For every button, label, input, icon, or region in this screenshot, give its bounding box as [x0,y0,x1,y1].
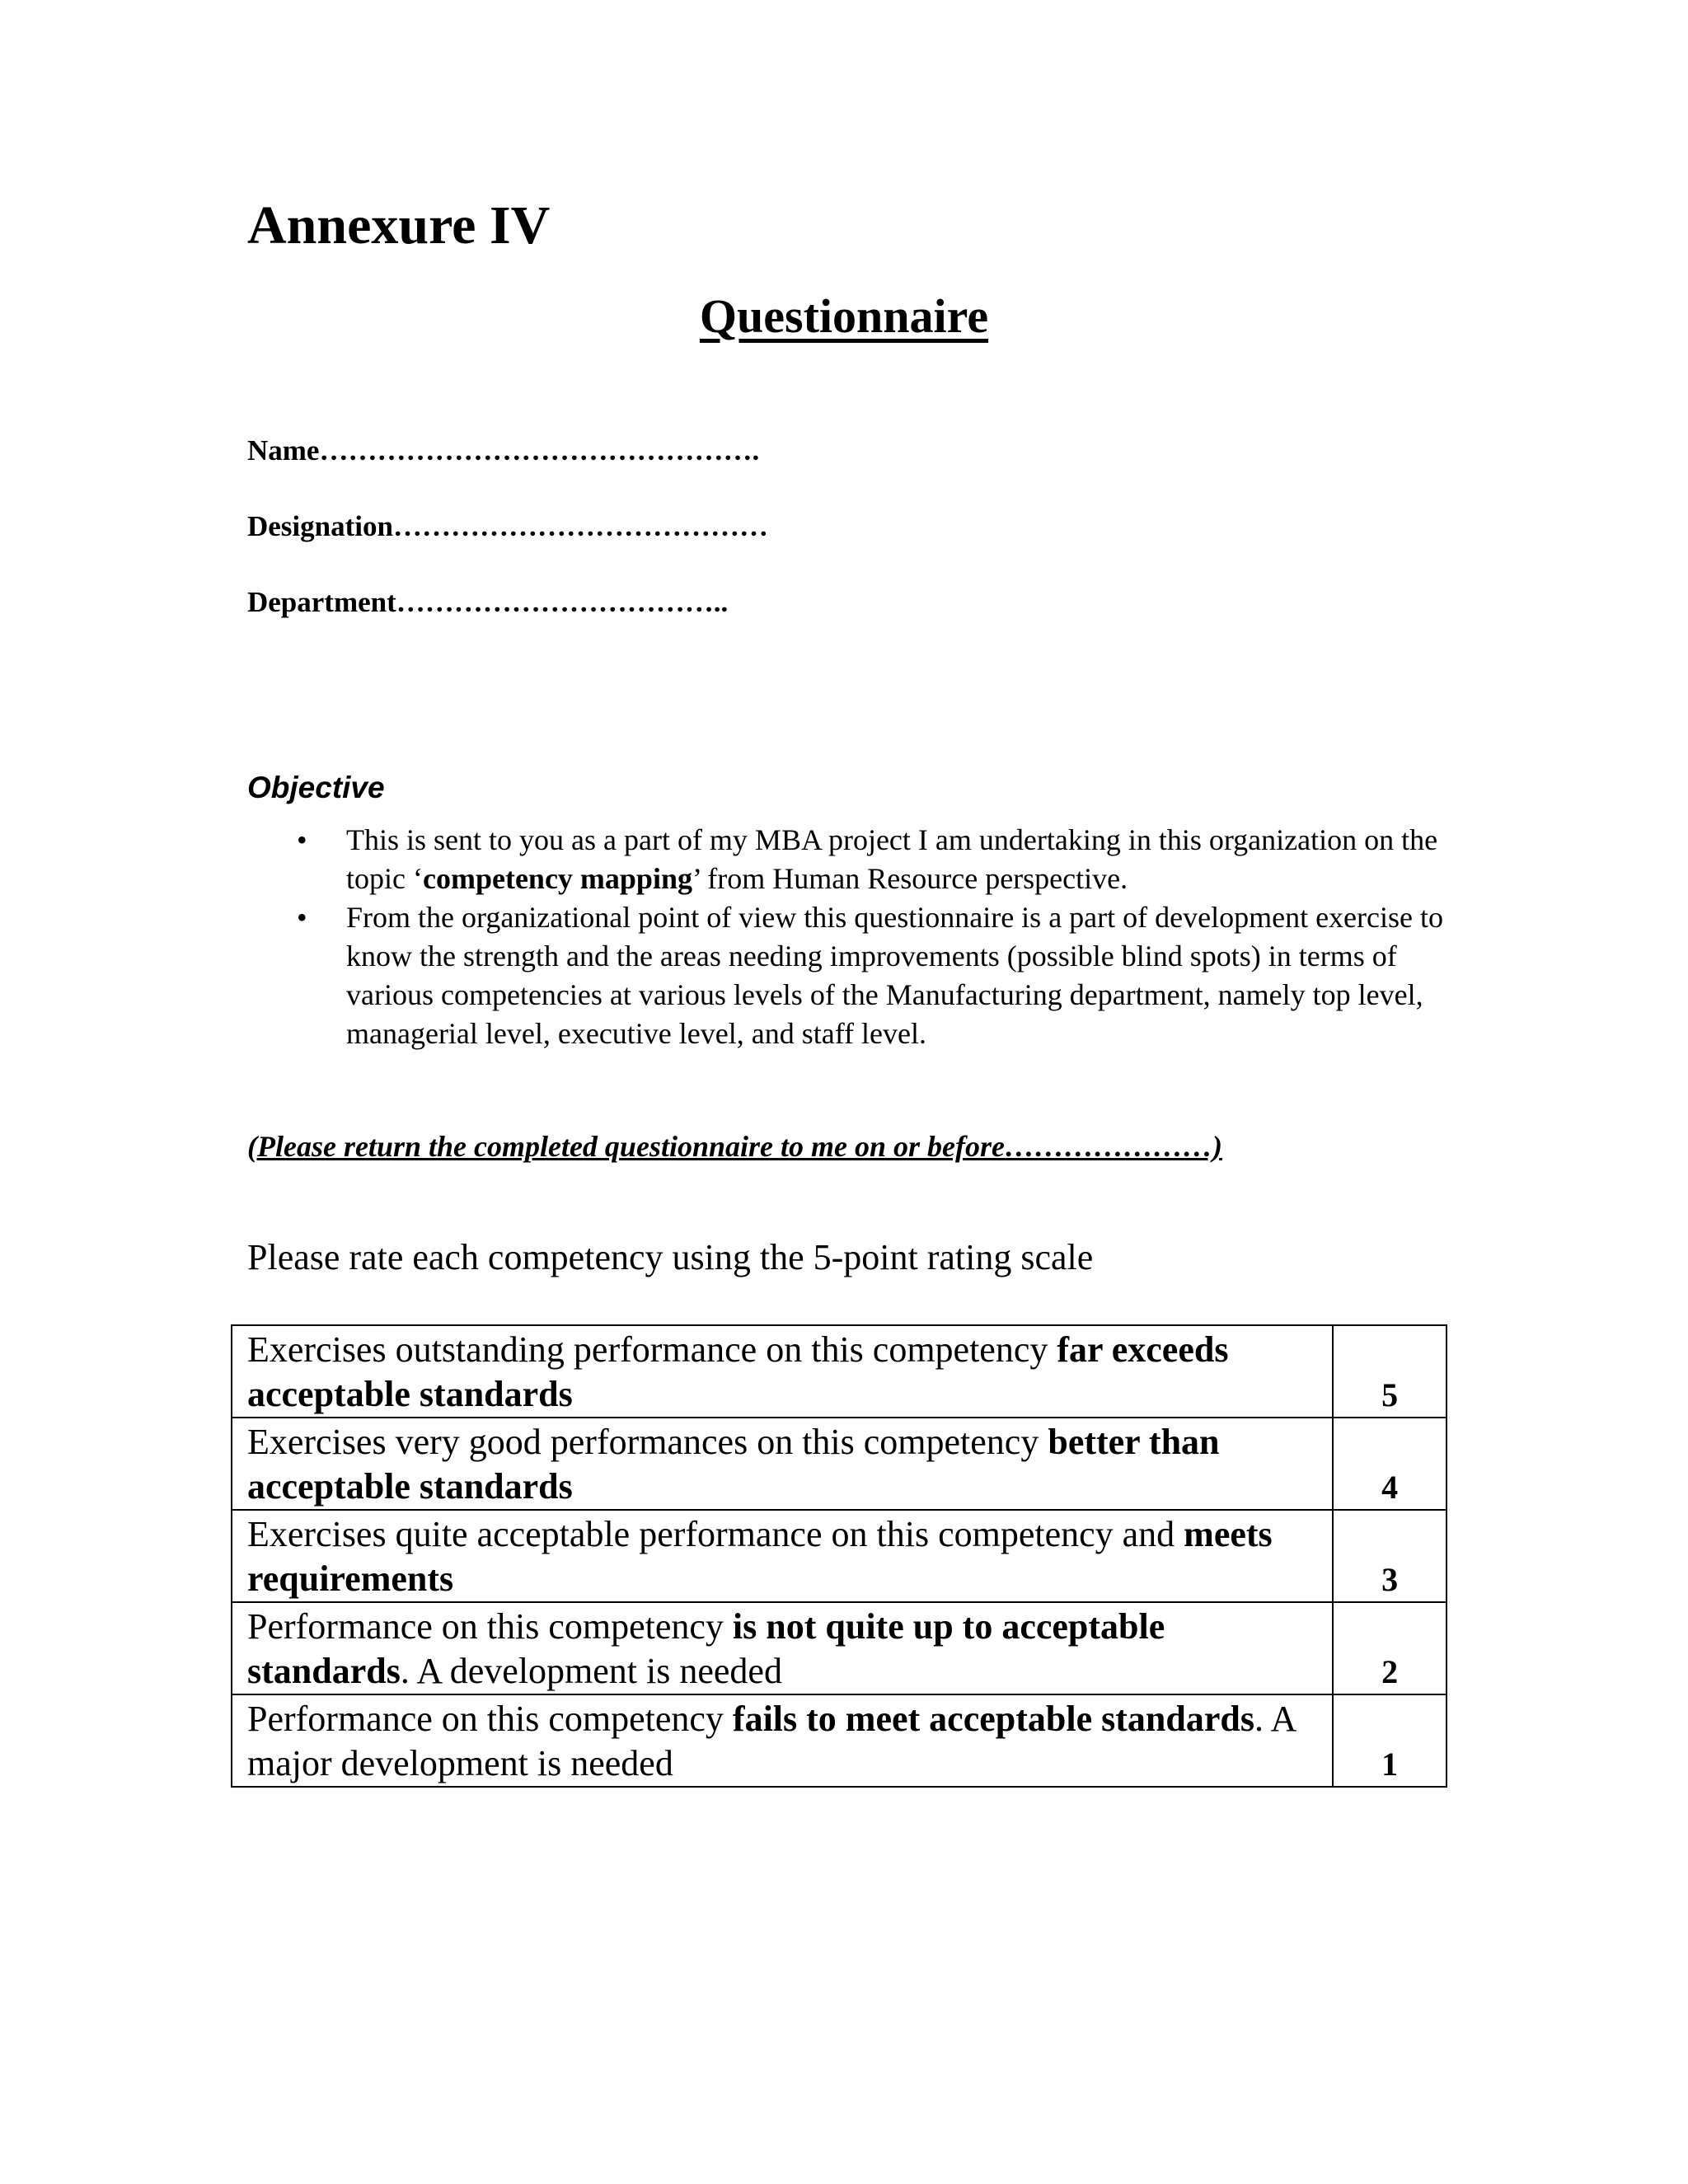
rating-text-bold: is not quite up to acceptable standards [247,1606,1165,1691]
rating-description [232,1602,1333,1694]
rating-text-part: . A major development is needed [247,1699,1295,1783]
rating-score: 4 [1333,1418,1447,1510]
rating-text-bold: meets requirements [247,1514,1273,1599]
rating-description [232,1510,1333,1602]
department-blank: …………………………….. [396,586,729,618]
page-title: Questionnaire [699,289,989,343]
rating-score: 3 [1333,1510,1447,1602]
annexure-heading: Annexure IV [247,195,551,255]
rating-score: 5 [1333,1325,1447,1418]
rating-description [232,1418,1333,1510]
objective-text-part: ’ from Human Resource perspective. [692,862,1128,895]
rating-text-bold: far exceeds acceptable standards [247,1329,1229,1414]
objective-text-bold: competency mapping [422,862,692,895]
rating-instruction: Please rate each competency using the 5-point rating scale [247,1237,1094,1277]
objective-item [247,821,1451,898]
rating-text-part: Performance on this competency [247,1606,733,1647]
table-row [232,1325,1447,1418]
table-row [232,1694,1447,1787]
rating-text-part: Performance on this competency [247,1699,733,1739]
department-label: Department [247,586,396,618]
table-row [232,1510,1447,1602]
rating-text-bold: fails to meet acceptable standards [732,1699,1254,1739]
bullet-icon: • [297,901,307,934]
return-note: (Please return the completed questionnaire to me on or before…………………) [247,1130,1222,1163]
objective-text-part: This is sent to you as a part of my MBA project I am undertaking in this organization on the topic ‘ [346,823,1438,895]
rating-score: 2 [1333,1602,1447,1694]
objective-text-part: From the organizational point of view this questionnaire is a part of development exercise to know the strength and the areas needing improvements (possible blind spots) in terms of various competencies at various levels of the Manufacturing department, namely top level, managerial level, executive level, and staff level. [346,901,1443,1050]
designation-blank: ………………………………… [392,510,768,542]
department-field[interactable] [247,587,728,619]
rating-description [232,1325,1333,1418]
table-row [232,1418,1447,1510]
rating-text-part: . A development is needed [400,1651,782,1691]
rating-description [232,1694,1333,1787]
rating-text-part: Exercises very good performances on this competency [247,1422,1048,1462]
rating-scale-table [231,1324,1447,1788]
rating-text-bold: better than acceptable standards [247,1422,1220,1507]
objective-heading: Objective [247,771,385,804]
objective-item [247,898,1451,1053]
rating-score: 1 [1333,1694,1447,1787]
name-field[interactable] [247,435,759,467]
bullet-icon: • [297,823,307,856]
rating-text-part: Exercises quite acceptable performance on this competency and [247,1514,1184,1554]
objective-list [247,821,1451,1053]
name-blank: ………………………………………. [319,434,760,466]
name-label: Name [247,434,320,466]
designation-label: Designation [247,510,393,542]
rating-text-part: Exercises outstanding performance on this competency [247,1329,1057,1370]
designation-field[interactable] [247,511,768,543]
table-row [232,1602,1447,1694]
